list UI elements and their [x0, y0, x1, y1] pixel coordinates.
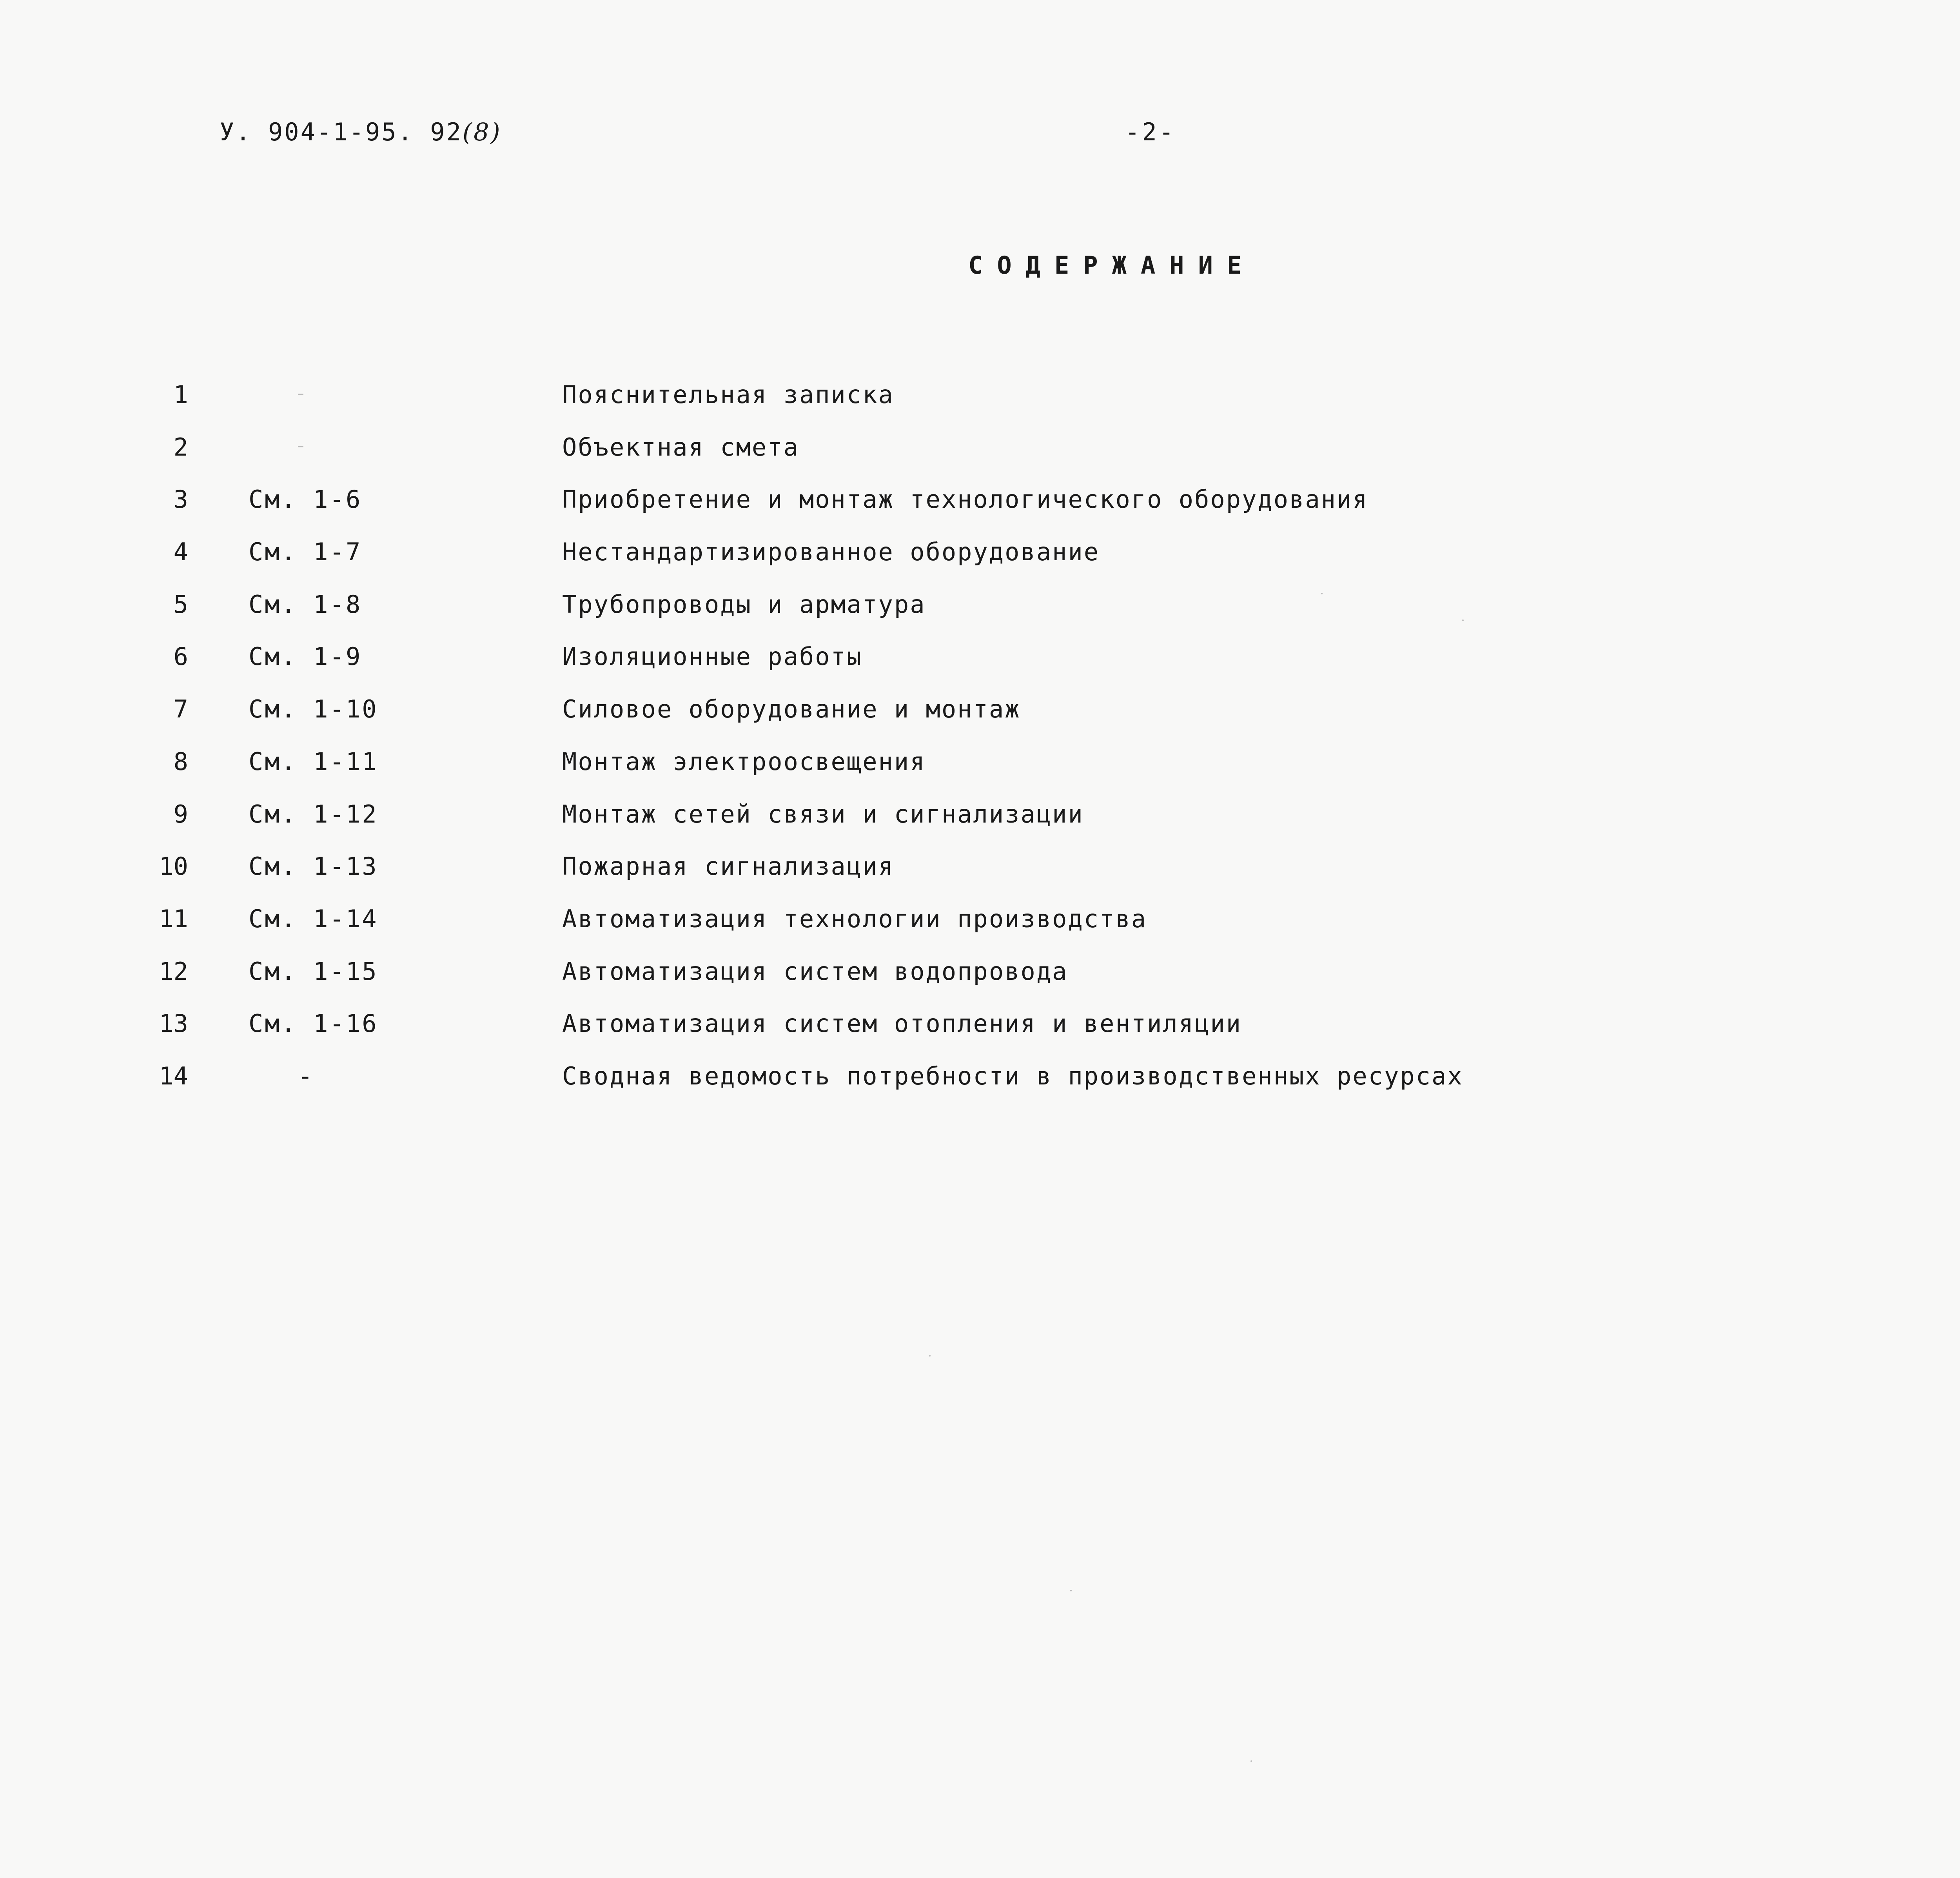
toc-row — [0, 957, 1960, 1010]
toc-row-estimate-code: См. 1-16 — [249, 1009, 378, 1038]
toc-row — [0, 1062, 1960, 1114]
toc-row-title: Автоматизация технологии производства — [562, 904, 1147, 933]
toc-row-estimate-code: См. 1-15 — [249, 957, 378, 986]
toc-row-estimate-code: См. 1-11 — [249, 747, 378, 776]
scan-speck — [1070, 1590, 1072, 1591]
document-code-text: У. 904-1-95. 92 — [220, 118, 463, 146]
toc-row — [0, 433, 1960, 485]
toc-row — [0, 538, 1960, 590]
toc-row — [0, 852, 1960, 904]
toc-row-title: Монтаж сетей связи и сигнализации — [562, 799, 1084, 828]
toc-row-number: 3 — [173, 485, 188, 514]
toc-row-title: Нестандартизированное оборудование — [562, 538, 1100, 567]
toc-row-number: 7 — [173, 695, 188, 724]
toc-row-number: 11 — [159, 904, 188, 933]
toc-row-title: Пожарная сигнализация — [562, 852, 894, 881]
toc-row-estimate-code: См. 1-7 — [249, 538, 362, 567]
toc-row-estimate-code: См. 1-13 — [249, 852, 378, 881]
toc-row-title: Приобретение и монтаж технологического оборудования — [562, 485, 1368, 514]
toc-row-number: 5 — [173, 590, 188, 619]
scan-speck — [1462, 619, 1464, 621]
toc-row-estimate-code: См. 1-9 — [249, 642, 362, 671]
toc-row — [0, 590, 1960, 643]
toc-row — [0, 1009, 1960, 1062]
toc-row-title: Изоляционные работы — [562, 642, 863, 671]
toc-row-title: Пояснительная записка — [562, 380, 894, 409]
toc-row-number: 4 — [173, 538, 188, 567]
scan-speck — [929, 1355, 931, 1357]
toc-row-estimate-code: См. 1-6 — [249, 485, 362, 514]
toc-row-estimate-code: См. 1-12 — [249, 799, 378, 828]
toc-row — [0, 904, 1960, 957]
toc-row-number: 6 — [173, 642, 188, 671]
scan-speck — [1321, 593, 1323, 594]
toc-row-title: Автоматизация систем водопровода — [562, 957, 1068, 986]
page-number: -2- — [1125, 118, 1176, 146]
toc-row-estimate-code: См. 1-14 — [249, 904, 378, 933]
toc-row — [0, 380, 1960, 433]
toc-row-number: 2 — [173, 432, 188, 461]
toc-row — [0, 485, 1960, 538]
scan-speck — [1250, 1760, 1252, 1762]
toc-row-estimate-code: См. 1-8 — [249, 590, 362, 619]
scan-speck — [298, 446, 303, 447]
toc-row-estimate-code: См. 1-10 — [249, 695, 378, 724]
toc-row-number: 10 — [159, 852, 188, 881]
toc-row-estimate-code: - — [298, 1061, 314, 1090]
toc-row — [0, 747, 1960, 800]
toc-row — [0, 800, 1960, 852]
toc-row — [0, 695, 1960, 747]
scan-speck — [298, 394, 303, 395]
toc-row-number: 13 — [159, 1009, 188, 1038]
toc-row-title: Трубопроводы и арматура — [562, 590, 926, 619]
toc-row-number: 1 — [173, 380, 188, 409]
table-of-contents — [0, 380, 1960, 1114]
toc-row-title: Сводная ведомость потребности в производственных ресурсах — [562, 1061, 1463, 1090]
document-code-handwritten: (8) — [462, 118, 502, 146]
toc-row-title: Монтаж электроосвещения — [562, 747, 926, 776]
toc-row-number: 9 — [173, 799, 188, 828]
toc-row-number: 12 — [159, 957, 188, 986]
toc-row-number: 8 — [173, 747, 188, 776]
toc-row-number: 14 — [159, 1061, 188, 1090]
toc-row-title: Автоматизация систем отопления и вентиляции — [562, 1009, 1242, 1038]
toc-row — [0, 642, 1960, 695]
toc-row-title: Объектная смета — [562, 432, 799, 461]
page-title: СОДЕРЖАНИЕ — [968, 251, 1256, 280]
document-code — [220, 118, 502, 146]
toc-row-title: Силовое оборудование и монтаж — [562, 695, 1021, 724]
